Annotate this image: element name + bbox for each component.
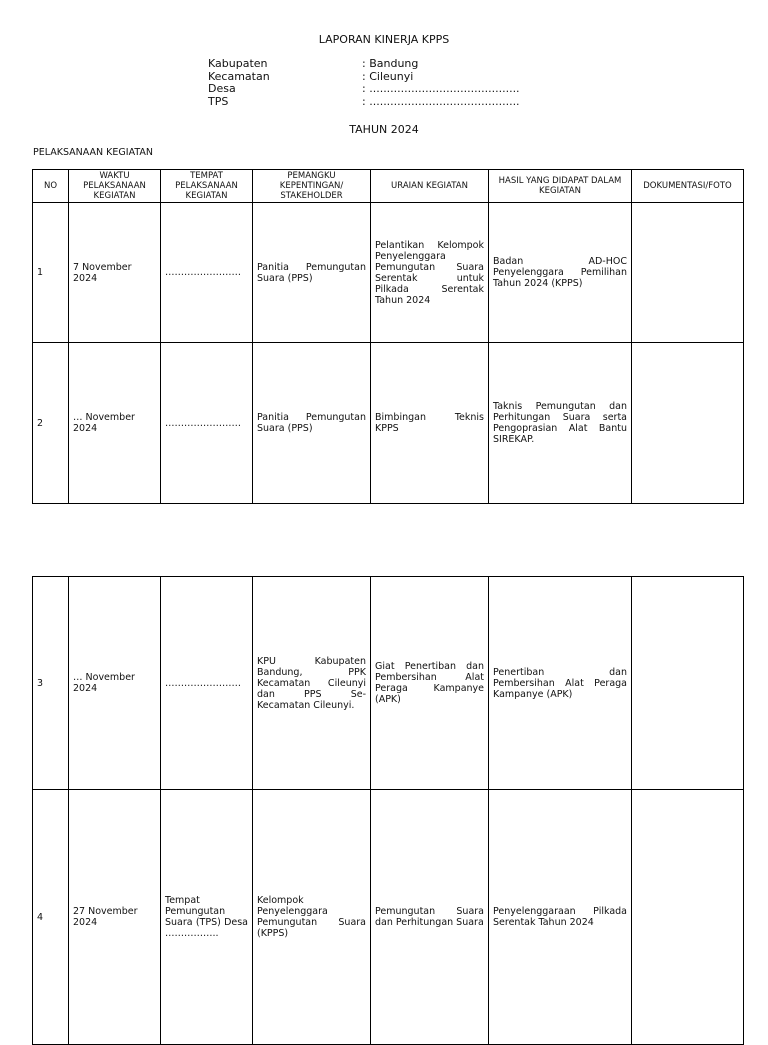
cell-uraian: Giat Penertiban dan Pembersihan Alat Peraga Kampanye (APK) (371, 577, 489, 790)
meta-row-desa (208, 83, 520, 96)
meta-row-kabupaten (208, 58, 520, 71)
meta-row-tps (208, 96, 520, 109)
cell-waktu: … November 2024 (69, 343, 161, 504)
column-header-stakeholder: PEMANGKU KEPENTINGAN/ STAKEHOLDER (253, 170, 371, 203)
cell-tempat: …………………… (161, 203, 253, 343)
meta-value: : ........................................... (362, 82, 520, 95)
meta-value: : Cileunyi (362, 69, 414, 83)
cell-no: 2 (33, 343, 69, 504)
cell-uraian: Pelantikan Kelompok Penyelenggara Pemungutan Suara Serentak untuk Pilkada Serentak Tahun 2024 (371, 203, 489, 343)
cell-tempat: …………………… (161, 577, 253, 790)
cell-uraian: Pemungutan Suara dan Perhitungan Suara (371, 790, 489, 1045)
cell-stakeholder: Kelompok Penyelenggara Pemungutan Suara (KPPS) (253, 790, 371, 1045)
cell-tempat: …………………… (161, 343, 253, 504)
cell-waktu: 7 November 2024 (69, 203, 161, 343)
cell-dokumentasi (632, 203, 744, 343)
table-row (33, 790, 744, 1045)
report-meta (208, 58, 520, 108)
table-row (33, 343, 744, 504)
cell-no: 1 (33, 203, 69, 343)
column-header-no: NO (33, 170, 69, 203)
column-header-hasil: HASIL YANG DIDAPAT DALAM KEGIATAN (489, 170, 632, 203)
cell-dokumentasi (632, 790, 744, 1045)
column-header-tempat: TEMPAT PELAKSANAAN KEGIATAN (161, 170, 253, 203)
report-year: TAHUN 2024 (349, 123, 419, 136)
activity-table-page-2 (32, 576, 744, 1045)
cell-waktu: … November 2024 (69, 577, 161, 790)
cell-stakeholder: KPU Kabupaten Bandung, PPK Kecamatan Cileunyi dan PPS Se-Kecamatan Cileunyi. (253, 577, 371, 790)
cell-uraian: Bimbingan Teknis KPPS (371, 343, 489, 504)
table-row (33, 203, 744, 343)
meta-label: TPS (208, 94, 229, 108)
cell-no: 3 (33, 577, 69, 790)
column-header-uraian: URAIAN KEGIATAN (371, 170, 489, 203)
column-header-waktu: WAKTU PELAKSANAAN KEGIATAN (69, 170, 161, 203)
meta-value: : Bandung (362, 57, 419, 70)
meta-label: Kecamatan (208, 69, 270, 83)
section-heading: PELAKSANAAN KEGIATAN (33, 147, 153, 158)
cell-hasil: Penertiban dan Pembersihan Alat Peraga Kampanye (APK) (489, 577, 632, 790)
cell-stakeholder: Panitia Pemungutan Suara (PPS) (253, 343, 371, 504)
meta-label: Desa (208, 82, 236, 95)
activity-table-page-1 (32, 169, 744, 504)
cell-hasil: Penyelenggaraan Pilkada Serentak Tahun 2024 (489, 790, 632, 1045)
cell-waktu: 27 November 2024 (69, 790, 161, 1045)
cell-hasil: Badan AD-HOC Penyelenggara Pemilihan Tahun 2024 (KPPS) (489, 203, 632, 343)
cell-hasil: Taknis Pemungutan dan Perhitungan Suara serta Pengoprasian Alat Bantu SIREKAP. (489, 343, 632, 504)
cell-no: 4 (33, 790, 69, 1045)
meta-label: Kabupaten (208, 57, 268, 70)
report-title: LAPORAN KINERJA KPPS (318, 33, 450, 46)
meta-value: : ........................................... (362, 94, 520, 108)
cell-stakeholder: Panitia Pemungutan Suara (PPS) (253, 203, 371, 343)
cell-dokumentasi (632, 577, 744, 790)
table-header-row (33, 170, 744, 203)
table-row (33, 577, 744, 790)
cell-tempat: Tempat Pemungutan Suara (TPS) Desa …………….. (161, 790, 253, 1045)
column-header-dokumentasi: DOKUMENTASI/FOTO (632, 170, 744, 203)
cell-dokumentasi (632, 343, 744, 504)
